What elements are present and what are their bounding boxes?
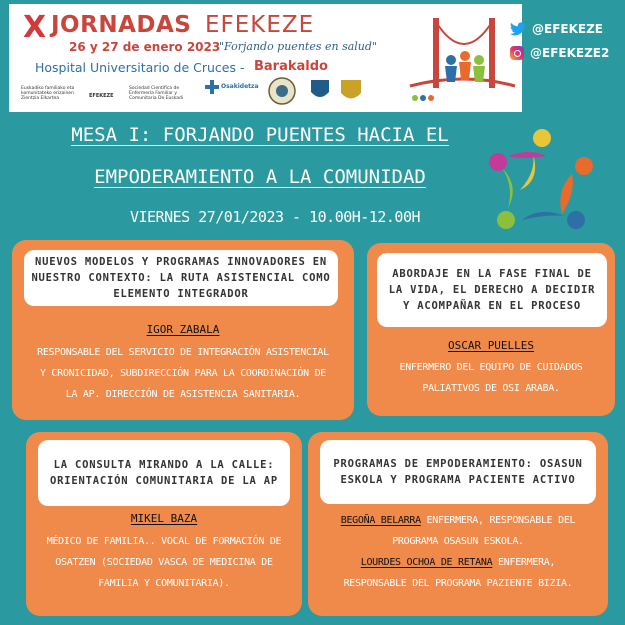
speaker-name: LOURDES OCHOA DE RETANA: [360, 557, 493, 568]
talk-title: NUEVOS MODELOS Y PROGRAMAS INNOVADORES EN NUESTRO CONTEXTO: LA RUTA ASISTENCIAL COMO ELEMENTO INTEGRADOR: [24, 250, 338, 306]
sponsor-osakidetza: Osakidetza: [221, 83, 259, 90]
bridge-logo: [405, 6, 519, 110]
speaker-line: [308, 510, 608, 531]
speaker-role-line: PROGRAMA OSASUN ESKOLA.: [392, 536, 524, 547]
venue: [35, 60, 245, 75]
sponsor-text-spanish: Sociedad Científica de Enfermería Familiar y Comunitaria De Euskadi: [129, 86, 184, 101]
speaker-role-line: PALIATIVOS DE OSI ARABA.: [422, 383, 560, 394]
speaker-role: [12, 342, 354, 405]
event-dates: 26 y 27 de enero 2023: [69, 40, 221, 54]
speaker-role-line: RESPONSABLE DEL SERVICIO DE INTEGRACIÓN ASISTENCIAL: [37, 347, 329, 358]
talk-title: PROGRAMAS DE EMPODERAMIENTO: OSASUN ESKOLA Y PROGRAMA PACIENTE ACTIVO: [320, 440, 596, 504]
instagram-handle-row[interactable]: [510, 46, 609, 60]
people-circle-logo: [480, 120, 605, 245]
sponsor-text-basque: Euskadiko familiako eta komunitateko erizainen Zientzia Elkartea: [21, 86, 75, 101]
venue-name: Hospital Universitario de Cruces: [35, 60, 236, 75]
event-tagline: "Forjando puentes en salud": [219, 40, 377, 53]
twitter-icon: [510, 22, 526, 36]
session-title-line-2: EMPODERAMIENTO A LA COMUNIDAD: [94, 166, 426, 188]
venue-separator: -: [239, 60, 245, 75]
speaker-role-line: Y CRONICIDAD, SUBDIRECCIÓN PARA LA COORDINACIÓN DE: [39, 368, 327, 379]
speaker-role: ENFERMERA,: [492, 557, 556, 568]
speaker-role-line: RESPONSABLE DEL PROGRAMA PAZIENTE BIZIA.: [343, 578, 573, 589]
speaker-name: OSCAR PUELLES: [447, 339, 535, 352]
talk-title: ABORDAJE EN LA FASE FINAL DE LA VIDA, EL DERECHO A DECIDIR Y ACOMPAÑAR EN EL PROCESO: [377, 253, 607, 327]
speaker-role: [367, 357, 615, 399]
speaker-role-line: FAMILIA Y COMUNITARIA).: [98, 578, 230, 589]
speaker-line: [308, 552, 608, 573]
speaker-name: MIKEL BAZA: [130, 512, 198, 525]
event-title: JORNADAS: [51, 12, 192, 38]
speaker-role-line: OSATZEN (SOCIEDAD VASCA DE MEDICINA DE: [55, 557, 273, 568]
edition-number: X: [23, 10, 46, 45]
instagram-icon: [510, 46, 524, 60]
society-shield-icon: [309, 78, 331, 102]
talk-card-3: [26, 432, 302, 616]
session-datetime: VIERNES 27/01/2023 - 10.00H-12.00H: [129, 208, 421, 226]
speaker-role: ENFERMERA, RESPONSABLE DEL: [420, 515, 576, 526]
instagram-handle: @EFEKEZE2: [530, 46, 610, 60]
twitter-handle-row[interactable]: [510, 22, 603, 36]
speaker-role: [26, 531, 302, 594]
speaker-role-line: LA AP. DIRECCIÓN DE ASISTENCIA SANITARIA.: [65, 389, 301, 400]
osakidetza-icon: [205, 80, 219, 94]
venue-city: Barakaldo: [254, 59, 328, 74]
speaker-role-line: ENFERMERO DEL EQUIPO DE CUIDADOS: [399, 362, 583, 373]
talk-card-1: [12, 240, 354, 420]
header-banner: [9, 4, 522, 112]
talk-title: LA CONSULTA MIRANDO A LA CALLE: ORIENTACIÓN COMUNITARIA DE LA AP: [38, 440, 290, 506]
sponsor-acronym: EFEKEZE: [89, 93, 114, 99]
speaker-name: IGOR ZABALA: [146, 323, 220, 336]
speaker-role-line: MÉDICO DE FAMILIA.. VOCAL DE FORMACIÓN DE: [46, 536, 282, 547]
speaker-name: BEGOÑA BELARRA: [340, 515, 421, 526]
college-seal-icon: [267, 76, 297, 106]
speaker-block: [308, 510, 608, 594]
twitter-handle: @EFEKEZE: [532, 22, 603, 36]
session-title-line-1: MESA I: FORJANDO PUENTES HACIA EL: [71, 124, 449, 146]
association-shield-icon: [339, 78, 363, 104]
talk-card-4: [308, 432, 608, 616]
talk-card-2: [367, 243, 615, 416]
event-brand: EFEKEZE: [205, 12, 315, 38]
